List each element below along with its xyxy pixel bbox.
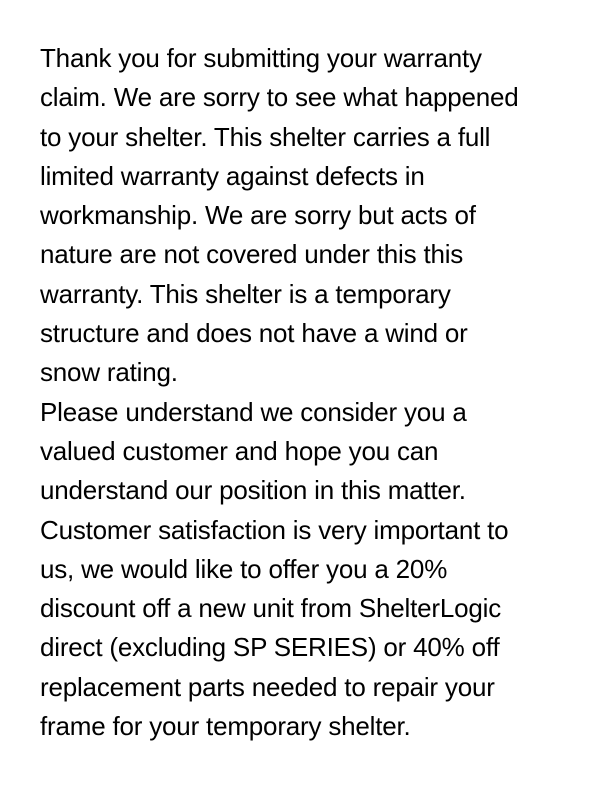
message-line-12: understand our position in this matter. [40,475,466,506]
message-line-3: to your shelter. This shelter carries a full [40,121,491,152]
message-line-13: Customer satisfaction is very important to [40,514,509,545]
message-line-6: nature are not covered under this this [40,239,464,270]
message-line-7: warranty. This shelter is a temporary [40,278,451,309]
message-line-11: valued customer and hope you can [40,435,439,466]
message-line-14: us, we would like to offer you a 20% [40,553,448,584]
message-line-4: limited warranty against defects in [40,160,425,191]
message-line-16: direct (excluding SP SERIES) or 40% off [40,632,500,663]
message-line-1: Thank you for submitting your warranty [40,43,482,73]
message-line-15: discount off a new unit from ShelterLogic [40,593,502,624]
message-line-5: workmanship. We are sorry but acts of [40,200,476,231]
message-line-8: structure and does not have a wind or [40,318,468,349]
message-line-9: snow rating. [40,357,178,388]
warranty-response-message [40,39,600,746]
message-line-2: claim. We are sorry to see what happened [40,82,519,113]
message-line-10: Please understand we consider you a [40,396,467,427]
message-line-17: replacement parts needed to repair your [40,671,495,702]
message-line-18: frame for your temporary shelter. [40,711,411,742]
